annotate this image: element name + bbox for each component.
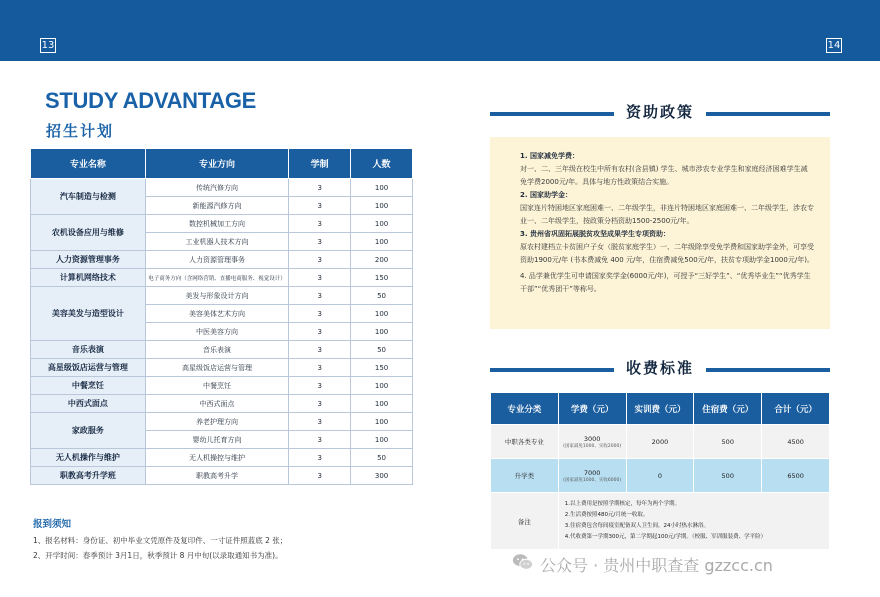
count: 100 xyxy=(351,179,413,197)
table-row xyxy=(31,377,413,395)
table-row xyxy=(491,493,830,550)
duration: 3 xyxy=(289,377,351,395)
count: 200 xyxy=(351,251,413,269)
policy-item-body: 对一、二、三年级在校生中所有农村(含县镇) 学生、城市涉农专业学生和家庭经济困难学生减免学费2000元/年。具体与地方性政策结合实施。 xyxy=(520,165,808,186)
notes-line-1: 1、报名材料：身份证、初中毕业文凭原件及复印件、一寸证件照蓝底 2 张； xyxy=(33,536,288,545)
count: 100 xyxy=(351,431,413,449)
col-header-count: 人数 xyxy=(351,149,413,179)
fee-dorm: 500 xyxy=(694,459,762,493)
direction: 中医美容方向 xyxy=(145,323,289,341)
fee-tuition-note: (国家减免1000、实收2000) xyxy=(563,443,622,449)
policy-box xyxy=(490,137,830,329)
table-row xyxy=(31,413,413,431)
duration: 3 xyxy=(289,323,351,341)
table-row xyxy=(31,287,413,305)
fee-total: 4500 xyxy=(762,425,830,459)
count: 50 xyxy=(351,449,413,467)
table-row xyxy=(31,341,413,359)
direction: 中西式面点 xyxy=(145,395,289,413)
policy-item-title: 2. 国家助学金： xyxy=(520,191,572,199)
duration: 3 xyxy=(289,179,351,197)
fee-category: 升学类 xyxy=(491,459,559,493)
heading-rule-right xyxy=(706,112,830,116)
direction: 音乐表演 xyxy=(145,341,289,359)
fee-tuition-cell xyxy=(558,425,626,459)
col-header-major: 专业名称 xyxy=(31,149,146,179)
count: 100 xyxy=(351,233,413,251)
direction: 中餐烹饪 xyxy=(145,377,289,395)
watermark-text: 公众号 · 贵州中职查查 gzzcc.cn xyxy=(540,556,773,575)
policy-item-title: 1. 国家减免学费： xyxy=(520,152,579,160)
remark-line: 2.生活费按照480元/月统一收取。 xyxy=(564,512,649,518)
direction: 职教高考升学 xyxy=(145,467,289,485)
major-name: 高星级饭店运营与管理 xyxy=(31,359,146,377)
remark-line: 4.代收费第一学期300元，第二学期起100元/学期。（校服、军训服装费、学平险） xyxy=(564,534,767,540)
remark-cell xyxy=(558,493,829,550)
fee-tuition: 3000 xyxy=(583,434,601,443)
count: 50 xyxy=(351,341,413,359)
count: 150 xyxy=(351,359,413,377)
direction: 工业机器人技术方向 xyxy=(145,233,289,251)
count: 300 xyxy=(351,467,413,485)
duration: 3 xyxy=(289,233,351,251)
duration: 3 xyxy=(289,395,351,413)
major-name: 美容美发与造型设计 xyxy=(31,287,146,341)
policy-item-title: 3. 贵州省巩固拓展脱贫攻坚成果学生专项资助： xyxy=(520,230,670,238)
remark-line: 3.住宿费包含每间寝室配备双人卫生间，24小时热水淋浴。 xyxy=(564,523,709,529)
duration: 3 xyxy=(289,413,351,431)
count: 100 xyxy=(351,413,413,431)
notes-title: 报到须知 xyxy=(33,519,72,530)
fee-category: 中职各类专业 xyxy=(491,425,559,459)
count: 100 xyxy=(351,305,413,323)
heading-rule-left xyxy=(490,112,614,116)
duration: 3 xyxy=(289,467,351,485)
page-number-left: 13 xyxy=(41,40,55,51)
table-row xyxy=(491,425,830,459)
col-header-dorm: 住宿费（元） xyxy=(694,393,762,425)
major-name: 汽车制造与检测 xyxy=(31,179,146,215)
table-row xyxy=(31,269,413,287)
major-name: 计算机网络技术 xyxy=(31,269,146,287)
header-bar xyxy=(0,0,880,61)
major-name: 中西式面点 xyxy=(31,395,146,413)
fee-tuition-cell xyxy=(558,459,626,493)
duration: 3 xyxy=(289,305,351,323)
fee-tuition: 7000 xyxy=(583,468,601,477)
remark-label: 备注 xyxy=(491,493,559,550)
count: 150 xyxy=(351,269,413,287)
direction: 养老护理方向 xyxy=(145,413,289,431)
duration: 3 xyxy=(289,251,351,269)
heading-rule-left xyxy=(490,368,614,372)
table-row xyxy=(31,467,413,485)
fee-dorm: 500 xyxy=(694,425,762,459)
major-name: 家政服务 xyxy=(31,413,146,449)
duration: 3 xyxy=(289,287,351,305)
count: 100 xyxy=(351,215,413,233)
notes-line-2: 2、开学时间：春季预计 3月1日，秋季预计 8 月中旬(以录取通知书为准)。 xyxy=(33,551,283,560)
duration: 3 xyxy=(289,359,351,377)
heading-rule-right xyxy=(706,368,830,372)
col-header-direction: 专业方向 xyxy=(145,149,289,179)
direction: 美发与形象设计方向 xyxy=(145,287,289,305)
section-subtitle: 招生计划 xyxy=(46,122,115,140)
duration: 3 xyxy=(289,269,351,287)
duration: 3 xyxy=(289,449,351,467)
table-row xyxy=(491,459,830,493)
fee-total: 6500 xyxy=(762,459,830,493)
direction: 无人机操控与维护 xyxy=(145,449,289,467)
col-header-duration: 学制 xyxy=(289,149,351,179)
fee-training: 0 xyxy=(626,459,694,493)
table-row xyxy=(31,179,413,197)
duration: 3 xyxy=(289,197,351,215)
fee-tuition-note: (国家减免1000、实收6000) xyxy=(563,477,622,483)
remark-line: 1.以上费用是按照学期核定，每年为两个学期。 xyxy=(564,501,680,507)
fee-table xyxy=(490,392,830,550)
policy-heading-text: 资助政策 xyxy=(625,103,694,121)
direction: 高星级饭店运营与管理 xyxy=(145,359,289,377)
table-row xyxy=(31,251,413,269)
table-row xyxy=(31,215,413,233)
count: 100 xyxy=(351,323,413,341)
major-name: 无人机操作与维护 xyxy=(31,449,146,467)
count: 50 xyxy=(351,287,413,305)
table-row xyxy=(31,395,413,413)
col-header-training: 实训费（元） xyxy=(626,393,694,425)
duration: 3 xyxy=(289,341,351,359)
direction: 数控机械加工方向 xyxy=(145,215,289,233)
policy-item-body: 国家连片特困地区家庭困难一、二年级学生，非连片特困地区家庭困难一、二年级学生，涉农专业一、二年级学生，按政策分档资助1500-2500元/年。 xyxy=(520,204,814,225)
major-name: 中餐烹饪 xyxy=(31,377,146,395)
major-name: 音乐表演 xyxy=(31,341,146,359)
fees-heading-text: 收费标准 xyxy=(625,359,694,377)
policy-item-body: 原农村建档立卡贫困户子女（脱贫家庭学生）一、二年级除享受免学费和国家助学金外，可享受资助1900元/年 (书本费减免 400 元/年，住宿费减免500元/年，扶贫专项助学金1000元/年)。 xyxy=(520,243,814,264)
count: 100 xyxy=(351,395,413,413)
page-title: STUDY ADVANTAGE xyxy=(45,88,257,113)
direction: 新能源汽修方向 xyxy=(145,197,289,215)
col-header-category: 专业分类 xyxy=(491,393,559,425)
major-name: 职教高考升学班 xyxy=(31,467,146,485)
page-number-right: 14 xyxy=(827,40,841,51)
direction: 人力资源管理事务 xyxy=(145,251,289,269)
count: 100 xyxy=(351,377,413,395)
direction: 美容美体艺术方向 xyxy=(145,305,289,323)
table-row xyxy=(31,449,413,467)
policy-item-body: 4. 品学兼优学生可申请国家奖学金(6000元/年)，可授予“三好学生”、“优秀毕业生”“优秀学生干部”“优秀团干”等称号。 xyxy=(520,272,811,293)
major-name: 农机设备应用与维修 xyxy=(31,215,146,251)
watermark xyxy=(512,548,874,578)
direction: 婴幼儿托育方向 xyxy=(145,431,289,449)
enrollment-plan-table xyxy=(30,148,413,485)
wechat-icon xyxy=(512,551,534,573)
direction: 电子商务方向（含网络营销、直播电商服务、视觉设计） xyxy=(145,269,289,287)
fees-heading xyxy=(490,349,830,389)
count: 100 xyxy=(351,197,413,215)
col-header-total: 合计（元） xyxy=(762,393,830,425)
major-name: 人力资源管理事务 xyxy=(31,251,146,269)
table-row xyxy=(31,359,413,377)
direction: 传统汽修方向 xyxy=(145,179,289,197)
policy-heading xyxy=(490,93,830,133)
duration: 3 xyxy=(289,431,351,449)
fee-training: 2000 xyxy=(626,425,694,459)
duration: 3 xyxy=(289,215,351,233)
col-header-tuition: 学费（元） xyxy=(558,393,626,425)
